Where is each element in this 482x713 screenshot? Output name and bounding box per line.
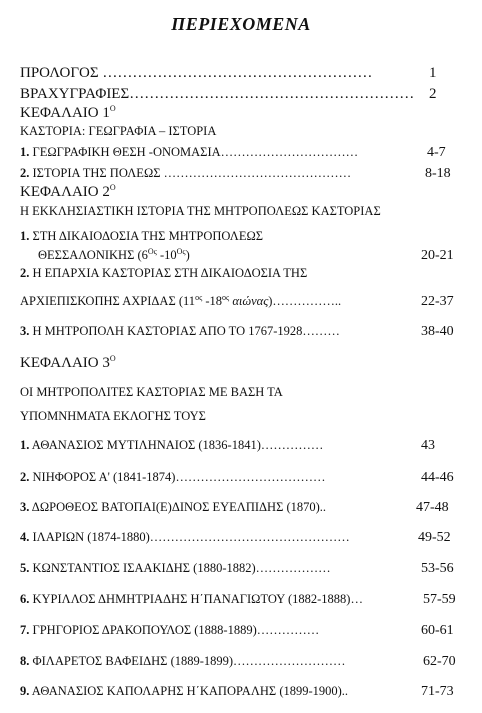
toc-entry[interactable]: 5. ΚΩΝΣΤΑΝΤΙΟΣ ΙΣΑΑΚΙΔΗΣ (1880-1882)……………… xyxy=(20,561,331,575)
page-title: ΠΕΡΙΕΧΟΜΕΝΑ xyxy=(171,14,311,34)
chapter-heading-1: ΚΕΦΑΛΑΙΟ $1^O$ xyxy=(20,104,116,121)
toc-entry-prologue[interactable] xyxy=(20,65,372,82)
toc-page-number: 22-37 xyxy=(421,294,454,309)
toc-page-number: 43 xyxy=(421,438,435,453)
toc-page-number: 2 xyxy=(429,86,437,102)
chapter-subtitle-2: Η ΕΚΚΛΗΣΙΑΣΤΙΚΗ ΙΣΤΟΡΙΑ ΤΗΣ ΜΗΤΡΟΠΟΛΕΩΣ ΚΑΣΤΟΡΙΑΣ xyxy=(20,204,381,218)
toc-entry[interactable]: 2. Η ΕΠΑΡΧΙΑ ΚΑΣΤΟΡΙΑΣ ΣΤΗ ΔΙΚΑΙΟΔΟΣΙΑ ΤΗΣ xyxy=(20,266,308,280)
toc-entry-abbreviations[interactable] xyxy=(20,86,414,103)
toc-entry[interactable]: 2. ΝΙΗΦΟΡΟΣ Α' (1841-1874)……………………………… xyxy=(20,470,326,484)
toc-page-number: 62-70 xyxy=(423,654,456,669)
toc-entry[interactable]: 8. ΦΙΛΑΡΕΤΟΣ ΒΑΦΕΙΔΗΣ (1889-1899)……………………… xyxy=(20,654,346,668)
toc-page-number: 8-18 xyxy=(425,166,451,181)
toc-entry[interactable]: 3. Η ΜΗΤΡΟΠΟΛΗ ΚΑΣΤΟΡΙΑΣ ΑΠΟ ΤΟ 1767-1928……… xyxy=(20,324,340,338)
toc-page-number: 49-52 xyxy=(418,530,451,545)
toc-entry[interactable]: 6. ΚΥΡΙΛΛΟΣ ΔΗΜΗΤΡΙΑΔΗΣ Η΄ΠΑΝΑΓΙΩΤΟΥ (1882-1888)… xyxy=(20,592,363,606)
toc-entry[interactable]: 1. ΑΘΑΝΑΣΙΟΣ ΜΥΤΙΛΗΝΑΙΟΣ (1836-1841)…………… xyxy=(20,438,324,452)
toc-entry[interactable]: 1. ΓΕΩΓΡΑΦΙΚΗ ΘΕΣΗ -ΟΝΟΜΑΣΙΑ…………………………… xyxy=(20,145,359,159)
toc-entry[interactable]: 4. ΙΛΑΡΙΩΝ (1874-1880)………………………………………… xyxy=(20,530,350,544)
toc-entry-continuation[interactable]: ΑΡΧΙΕΠΙΣΚΟΠΗΣ ΑΧΡΙΔΑΣ ($11^{o\varsigma}$ $-18^{o\varsigma}$ αιώνας)…………….. xyxy=(20,292,342,308)
toc-page-number: 4-7 xyxy=(427,145,446,160)
toc-page-number: 60-61 xyxy=(421,623,454,638)
toc-page-number: 57-59 xyxy=(423,592,456,607)
chapter-subtitle-3b: ΥΠΟΜΝΗΜΑΤΑ ΕΚΛΟΓΗΣ ΤΟΥΣ xyxy=(20,409,206,423)
toc-page-number: 20-21 xyxy=(421,248,454,263)
toc-page-number: 38-40 xyxy=(421,324,454,339)
toc-page-number: 71-73 xyxy=(421,684,454,699)
toc-entry-label: ΠΡΟΛΟΓΟΣ ……………………………………………… xyxy=(20,65,373,81)
toc-page-number: 47-48 xyxy=(416,500,449,515)
chapter-subtitle-1: ΚΑΣΤΟΡΙΑ: ΓΕΩΓΡΑΦΙΑ – ΙΣΤΟΡΙΑ xyxy=(20,124,217,138)
toc-entry-label: ΒΡΑΧΥΓΡΑΦΙΕΣ………………………………………………… xyxy=(20,86,415,102)
chapter-heading-3: ΚΕΦΑΛΑΙΟ $3^O$ xyxy=(20,354,116,371)
toc-entry[interactable]: 3. ΔΩΡΟΘΕΟΣ ΒΑΤΟΠΑΙ(Ε)ΔΙΝΟΣ ΕΥΕΛΠΙΔΗΣ (1870).. xyxy=(20,500,327,514)
chapter-heading-2: ΚΕΦΑΛΑΙΟ $2^O$ xyxy=(20,183,116,200)
toc-page-number: 44-46 xyxy=(421,470,454,485)
toc-page-number: 53-56 xyxy=(421,561,454,576)
chapter-subtitle-3: ΟΙ ΜΗΤΡΟΠΟΛΙΤΕΣ ΚΑΣΤΟΡΙΑΣ ΜΕ ΒΑΣΗ ΤΑ xyxy=(20,385,283,399)
toc-entry[interactable]: 9. ΑΘΑΝΑΣΙΟΣ ΚΑΠΟΛΑΡΗΣ Η΄ΚΑΠΟΡΑΛΗΣ (1899-1900).. xyxy=(20,684,349,698)
toc-entry[interactable]: 2. ΙΣΤΟΡΙΑ ΤΗΣ ΠΟΛΕΩΣ ……………………………………… xyxy=(20,166,352,180)
toc-page-number: 1 xyxy=(429,65,437,81)
toc-entry-continuation[interactable]: ΘΕΣΣΑΛΟΝΙΚΗΣ ($6^{O\varsigma}$ $-10^{O\varsigma}$) xyxy=(38,246,190,262)
toc-entry[interactable]: 1. ΣΤΗ ΔΙΚΑΙΟΔΟΣΙΑ ΤΗΣ ΜΗΤΡΟΠΟΛΕΩΣ xyxy=(20,229,264,243)
toc-entry[interactable]: 7. ΓΡΗΓΟΡΙΟΣ ΔΡΑΚΟΠΟΥΛΟΣ (1888-1889)…………… xyxy=(20,623,320,637)
